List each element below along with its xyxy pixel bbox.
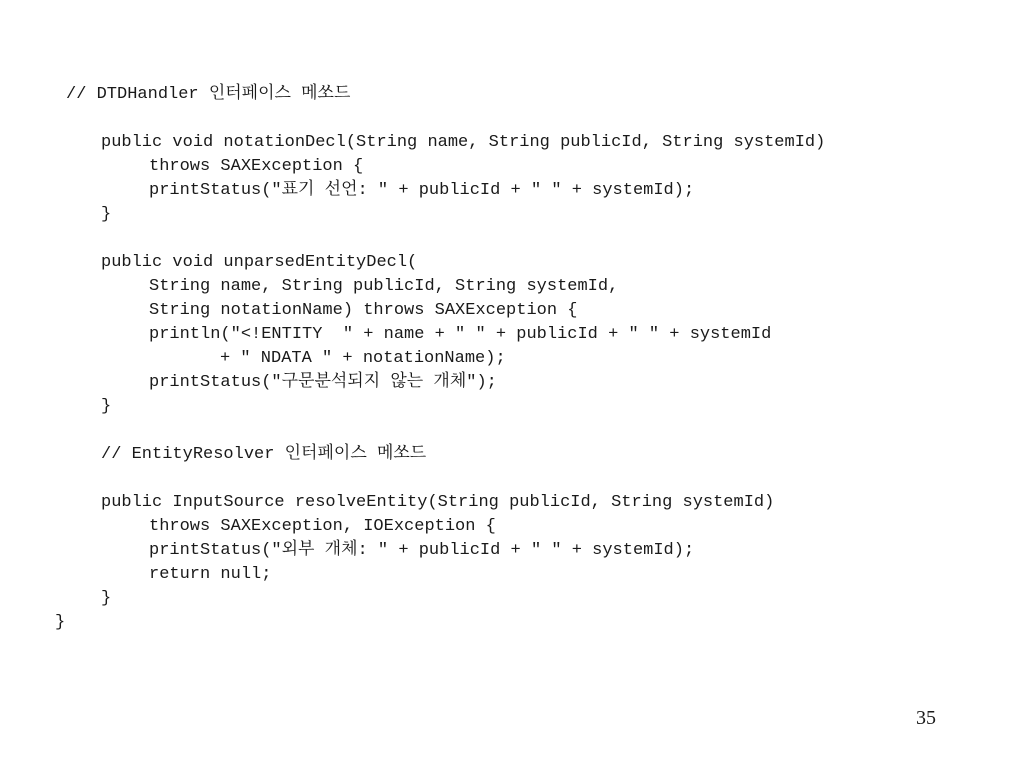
- code-line-18: public InputSource resolveEntity(String publicId, String systemId): [101, 493, 775, 512]
- code-line-23: }: [55, 613, 66, 632]
- code-line-9: String name, String publicId, String systemId,: [149, 277, 619, 296]
- code-line-10: String notationName) throws SAXException {: [149, 301, 578, 320]
- code-line-22: }: [101, 589, 112, 608]
- code-line-11: println("<!ENTITY " + name + " " + publicId + " " + systemId: [149, 325, 772, 344]
- code-line-16: // EntityResolver 인터페이스 메쏘드: [101, 445, 427, 464]
- code-line-3: public void notationDecl(String name, String publicId, String systemId): [101, 133, 826, 152]
- code-line-6: }: [101, 205, 112, 224]
- code-line-21: return null;: [149, 565, 272, 584]
- code-line-1: // DTDHandler 인터페이스 메쏘드: [66, 85, 351, 104]
- code-line-4: throws SAXException {: [149, 157, 364, 176]
- code-line-13: printStatus("구문분석되지 않는 개체");: [149, 373, 497, 392]
- code-line-20: printStatus("외부 개체: " + publicId + " " + systemId);: [149, 541, 695, 560]
- code-line-12: + " NDATA " + notationName);: [220, 349, 506, 368]
- page-number: 35: [916, 707, 936, 729]
- code-line-19: throws SAXException, IOException {: [149, 517, 496, 536]
- code-line-14: }: [101, 397, 112, 416]
- code-line-5: printStatus("표기 선언: " + publicId + " " + systemId);: [149, 181, 695, 200]
- code-line-8: public void unparsedEntityDecl(: [101, 253, 418, 272]
